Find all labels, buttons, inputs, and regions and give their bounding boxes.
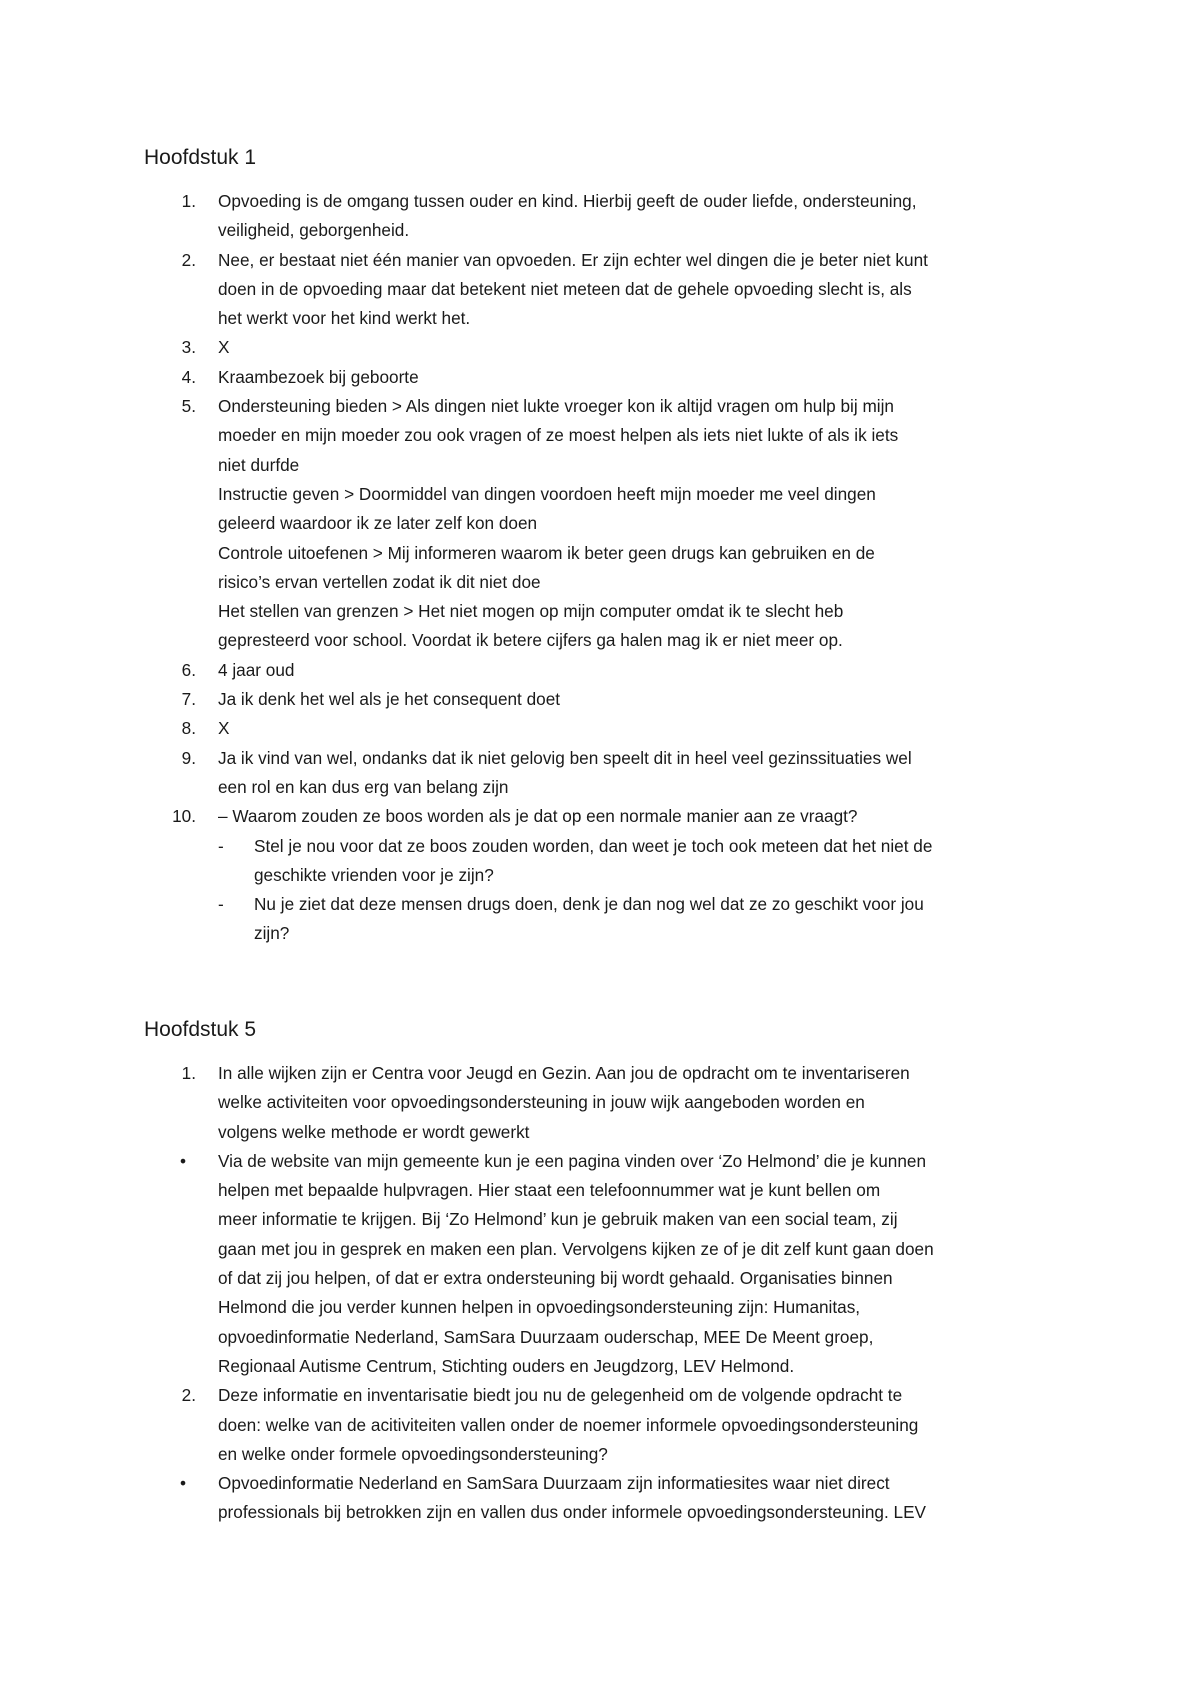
list-item — [144, 685, 1064, 714]
text-line: gaan met jou in gesprek en maken een plan. Vervolgens kijken ze of je dit zelf kunt gaan doen — [218, 1238, 934, 1259]
text-line: In alle wijken zijn er Centra voor Jeugd en Gezin. Aan jou de opdracht om te inventariseren — [218, 1063, 910, 1083]
text-line: gepresteerd voor school. Voordat ik betere cijfers ga halen mag ik er niet meer op. — [218, 630, 843, 651]
text-line: professionals bij betrokken zijn en vallen dus onder informele opvoedingsondersteuning. LEV — [218, 1502, 926, 1523]
text-line: meer informatie te krijgen. Bij ‘Zo Helmond’ kun je gebruik maken van een social team, zij — [218, 1209, 898, 1230]
list-item — [144, 744, 1064, 803]
text-line: volgens welke methode er wordt gewerkt — [218, 1121, 530, 1142]
chapter-5-title: Hoofdstuk 5 — [144, 1018, 257, 1041]
list-item — [144, 246, 1064, 334]
dash-marker: - — [218, 894, 224, 915]
item-number: 8. — [181, 718, 196, 739]
text-line: X — [218, 718, 230, 739]
text-line: Deze informatie en inventarisatie biedt jou nu de gelegenheid om de volgende opdracht te — [218, 1385, 903, 1406]
text-line: Ja ik denk het wel als je het consequent doet — [218, 689, 561, 710]
text-line: opvoedinformatie Nederland, SamSara Duurzaam ouderschap, MEE De Meent groep, — [218, 1326, 874, 1347]
sub-bullet-item — [144, 832, 1064, 891]
sub-bullet-item — [144, 890, 1064, 949]
list-item — [144, 392, 1064, 656]
text-line: geschikte vrienden voor je zijn? — [254, 864, 494, 885]
list-item — [144, 1381, 1064, 1469]
chapter-1-sub-bullets — [144, 832, 1064, 949]
list-item — [144, 714, 1064, 743]
text-line: doen: welke van de acitiviteiten vallen onder de noemer informele opvoedingsondersteuning — [218, 1414, 919, 1435]
text-line: Helmond die jou verder kunnen helpen in opvoedingsondersteuning zijn: Humanitas, — [218, 1297, 861, 1318]
text-line: helpen met bepaalde hulpvragen. Hier staat een telefoonnummer wat je kunt bellen om — [218, 1180, 881, 1201]
chapter-1 — [144, 144, 1064, 949]
item-number: 3. — [181, 337, 196, 358]
chapter-5-list — [144, 1059, 1064, 1528]
text-line: niet durfde — [218, 454, 300, 475]
text-line: veiligheid, geborgenheid. — [218, 220, 410, 241]
text-line: Kraambezoek bij geboorte — [218, 366, 419, 387]
list-item — [144, 363, 1064, 392]
item-number: 2. — [181, 1385, 196, 1406]
item-number: 1. — [181, 191, 196, 211]
item-number: 1. — [181, 1063, 196, 1083]
text-line: Opvoedinformatie Nederland en SamSara Duurzaam zijn informatiesites waar niet direct — [218, 1473, 890, 1494]
item-number: 10. — [172, 806, 196, 827]
text-line: Opvoeding is de omgang tussen ouder en kind. Hierbij geeft de ouder liefde, ondersteuning, — [218, 191, 917, 211]
dash-marker: - — [218, 835, 224, 856]
bullet-marker: • — [180, 1150, 187, 1171]
list-item — [144, 656, 1064, 685]
text-line: moeder en mijn moeder zou ook vragen of ze moest helpen als iets niet lukte of als ik iets — [218, 425, 899, 446]
item-number: 4. — [181, 366, 196, 387]
text-line: Stel je nou voor dat ze boos zouden worden, dan weet je toch ook meteen dat het niet de — [254, 835, 933, 856]
list-item — [144, 187, 1064, 246]
item-number: 2. — [181, 249, 196, 270]
text-line: en welke onder formele opvoedingsondersteuning? — [218, 1443, 608, 1464]
text-line: risico’s ervan vertellen zodat ik dit niet doe — [218, 571, 541, 592]
text-line: Controle uitoefenen > Mij informeren waarom ik beter geen drugs kan gebruiken en de — [218, 542, 875, 563]
text-line: Via de website van mijn gemeente kun je een pagina vinden over ‘Zo Helmond’ die je kunnen — [218, 1150, 927, 1171]
chapter-5 — [144, 1016, 1064, 1528]
text-line: Nee, er bestaat niet één manier van opvoeden. Er zijn echter wel dingen die je beter niet kunt — [218, 249, 928, 270]
item-number: 5. — [181, 396, 196, 417]
text-line: 4 jaar oud — [218, 659, 295, 680]
chapter-1-title: Hoofdstuk 1 — [144, 146, 257, 169]
text-line: Instructie geven > Doormiddel van dingen voordoen heeft mijn moeder me veel dingen — [218, 483, 876, 504]
text-line: Ja ik vind van wel, ondanks dat ik niet gelovig ben speelt dit in heel veel gezinssituaties wel — [218, 747, 912, 768]
text-line: of dat zij jou helpen, of dat er extra ondersteuning bij wordt gehaald. Organisaties binnen — [218, 1268, 893, 1289]
text-line: het werkt voor het kind werkt het. — [218, 308, 471, 329]
text-line: Regionaal Autisme Centrum, Stichting ouders en Jeugdzorg, LEV Helmond. — [218, 1355, 795, 1376]
text-line: Het stellen van grenzen > Het niet mogen op mijn computer omdat ik te slecht heb — [218, 601, 844, 622]
list-item — [144, 1059, 1064, 1147]
list-item — [144, 802, 1064, 831]
text-line: geleerd waardoor ik ze later zelf kon doen — [218, 513, 538, 534]
item-number: 6. — [181, 659, 196, 680]
text-line: een rol en kan dus erg van belang zijn — [218, 776, 509, 797]
item-number: 7. — [181, 689, 196, 710]
list-item — [144, 1469, 1064, 1528]
bullet-marker: • — [180, 1473, 187, 1494]
text-line: Ondersteuning bieden > Als dingen niet lukte vroeger kon ik altijd vragen om hulp bij mijn — [218, 396, 894, 417]
list-item — [144, 333, 1064, 362]
text-line: – Waarom zouden ze boos worden als je dat op een normale manier aan ze vraagt? — [218, 806, 858, 827]
text-line: welke activiteiten voor opvoedingsondersteuning in jouw wijk aangeboden worden en — [218, 1092, 865, 1113]
list-item — [144, 1147, 1064, 1381]
text-line: X — [218, 337, 230, 358]
chapter-1-list — [144, 187, 1064, 832]
text-line: Nu je ziet dat deze mensen drugs doen, denk je dan nog wel dat ze zo geschikt voor jou — [254, 894, 924, 915]
text-line: zijn? — [254, 923, 290, 944]
text-line: doen in de opvoeding maar dat betekent niet meteen dat de gehele opvoeding slecht is, als — [218, 278, 912, 299]
item-number: 9. — [181, 747, 196, 768]
